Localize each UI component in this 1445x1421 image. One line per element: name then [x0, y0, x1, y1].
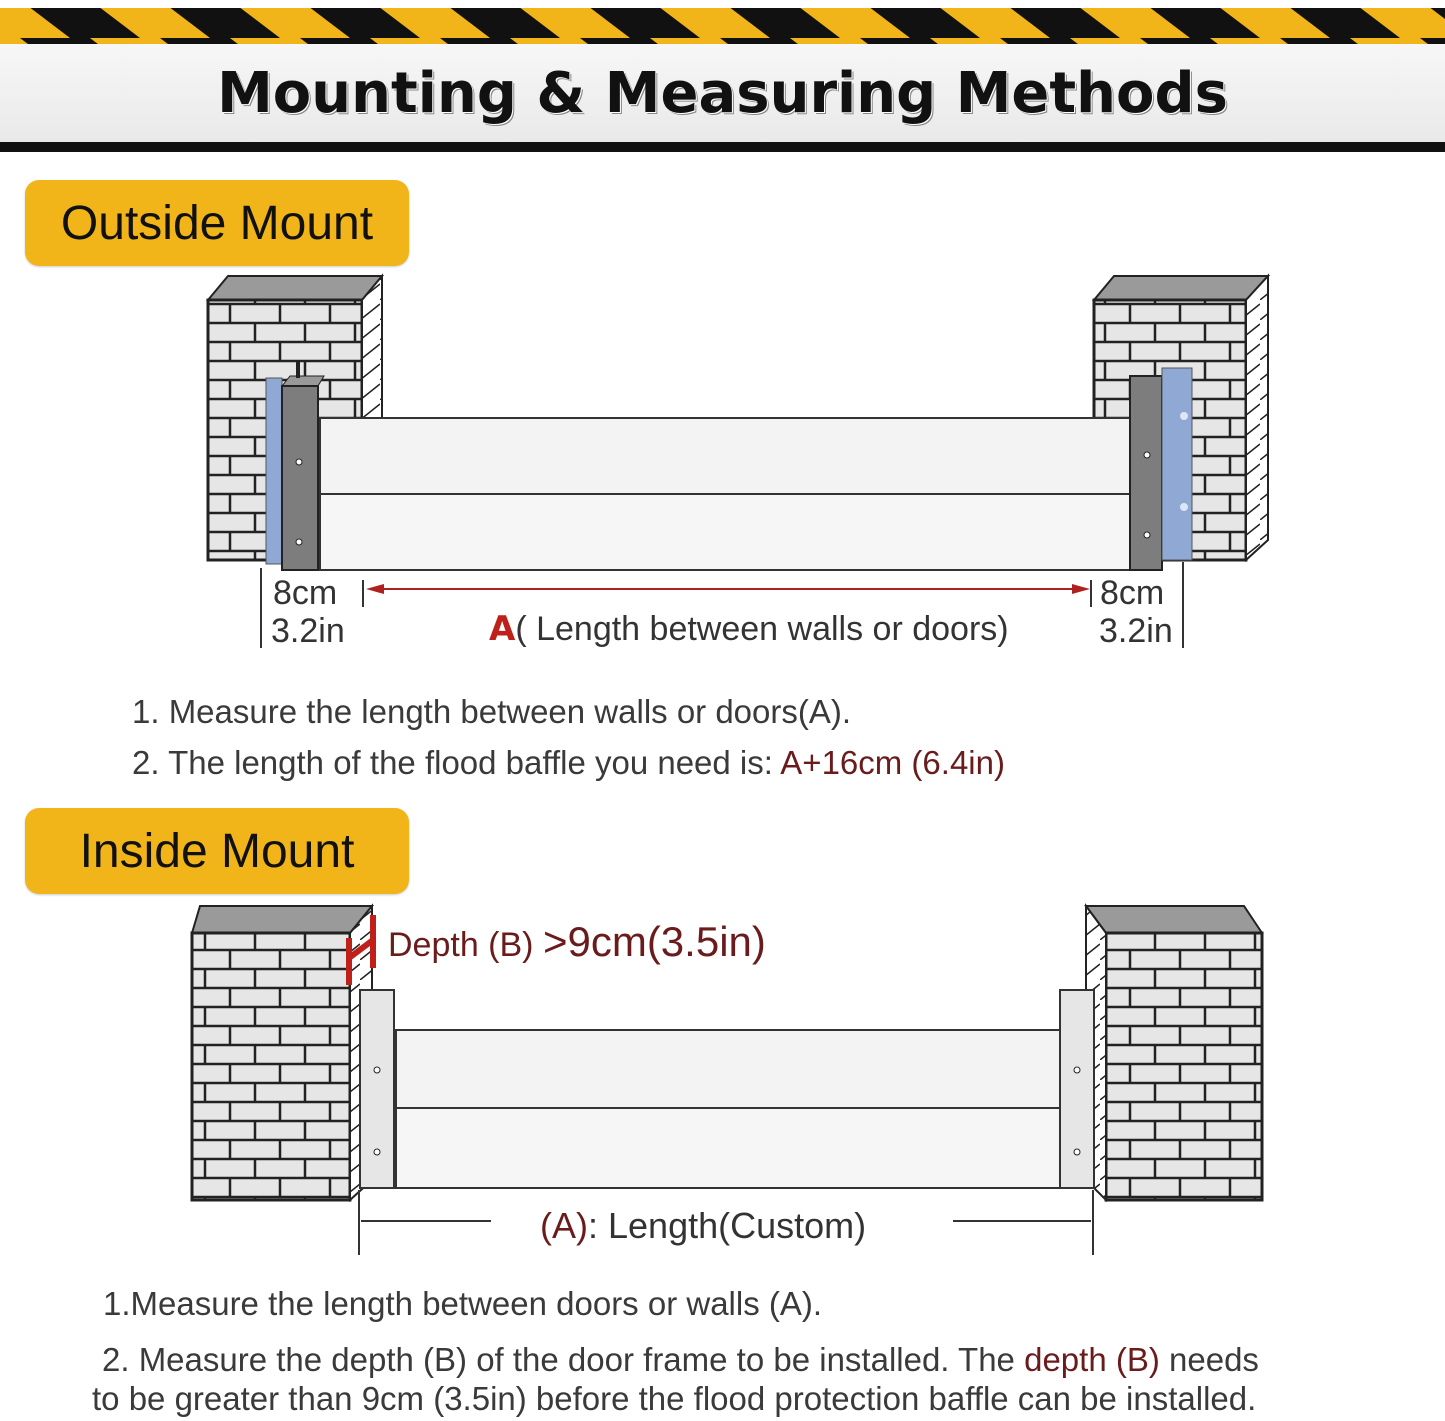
- step2-value: A+16cm (6.4in): [780, 744, 1005, 781]
- page-title: Mounting & Measuring Methods: [0, 44, 1445, 142]
- outside-mount-badge: Outside Mount: [25, 180, 409, 266]
- header-underline: [0, 142, 1445, 152]
- outside-panel-top: [320, 418, 1130, 494]
- step2-part2: needs: [1159, 1341, 1259, 1378]
- inside-right-plate: [1060, 990, 1094, 1188]
- arrow-left-head: [366, 584, 384, 594]
- hazard-stripe: [0, 8, 1445, 46]
- step2-prefix: 2. The length of the flood baffle you need is:: [132, 744, 781, 781]
- outside-left-post: [282, 376, 324, 386]
- inside-left-pillar: [192, 906, 372, 1200]
- inside-panel-bottom: [396, 1108, 1060, 1188]
- outside-right-post: [1130, 376, 1162, 570]
- a-letter: A: [489, 609, 516, 649]
- inside-step-1: 1.Measure the length between doors or walls (A).: [103, 1285, 823, 1322]
- inside-panel-top: [396, 1030, 1060, 1108]
- depth-label: [388, 918, 766, 966]
- depth-text: Depth (B): [388, 926, 543, 964]
- left-dim-cm: 8cm: [273, 574, 338, 612]
- depth-value: >9cm(3.5in): [542, 918, 766, 965]
- length-a: (A): [540, 1205, 588, 1246]
- right-dim-cm: 8cm: [1100, 574, 1165, 612]
- length-a-label: [489, 609, 1009, 649]
- step2-part1: 2. Measure the depth (B) of the door frame to be installed. The: [102, 1341, 1025, 1378]
- inside-right-pillar: [1086, 906, 1262, 1200]
- inside-left-plate: [360, 990, 394, 1188]
- outside-left-blue-plate: [266, 378, 282, 564]
- inside-step-2-line2: to be greater than 9cm (3.5in) before the flood protection baffle can be installed.: [92, 1380, 1257, 1417]
- outside-step-1: 1. Measure the length between walls or doors(A).: [132, 693, 852, 730]
- outside-step-2: [132, 744, 1005, 782]
- a-description: ( Length between walls or doors): [515, 610, 1009, 648]
- length-custom-label: [540, 1205, 866, 1247]
- length-rest: : Length(Custom): [588, 1205, 867, 1246]
- step2-highlight: depth (B): [1024, 1341, 1160, 1378]
- outside-right-blue-plate: [1162, 368, 1192, 560]
- right-dim-in: 3.2in: [1099, 612, 1173, 650]
- arrow-right-head: [1072, 584, 1090, 594]
- inside-mount-badge: Inside Mount: [25, 808, 409, 894]
- left-dim-in: 3.2in: [271, 612, 345, 650]
- outside-panel-bottom: [320, 494, 1130, 570]
- inside-step-2: [102, 1341, 1259, 1379]
